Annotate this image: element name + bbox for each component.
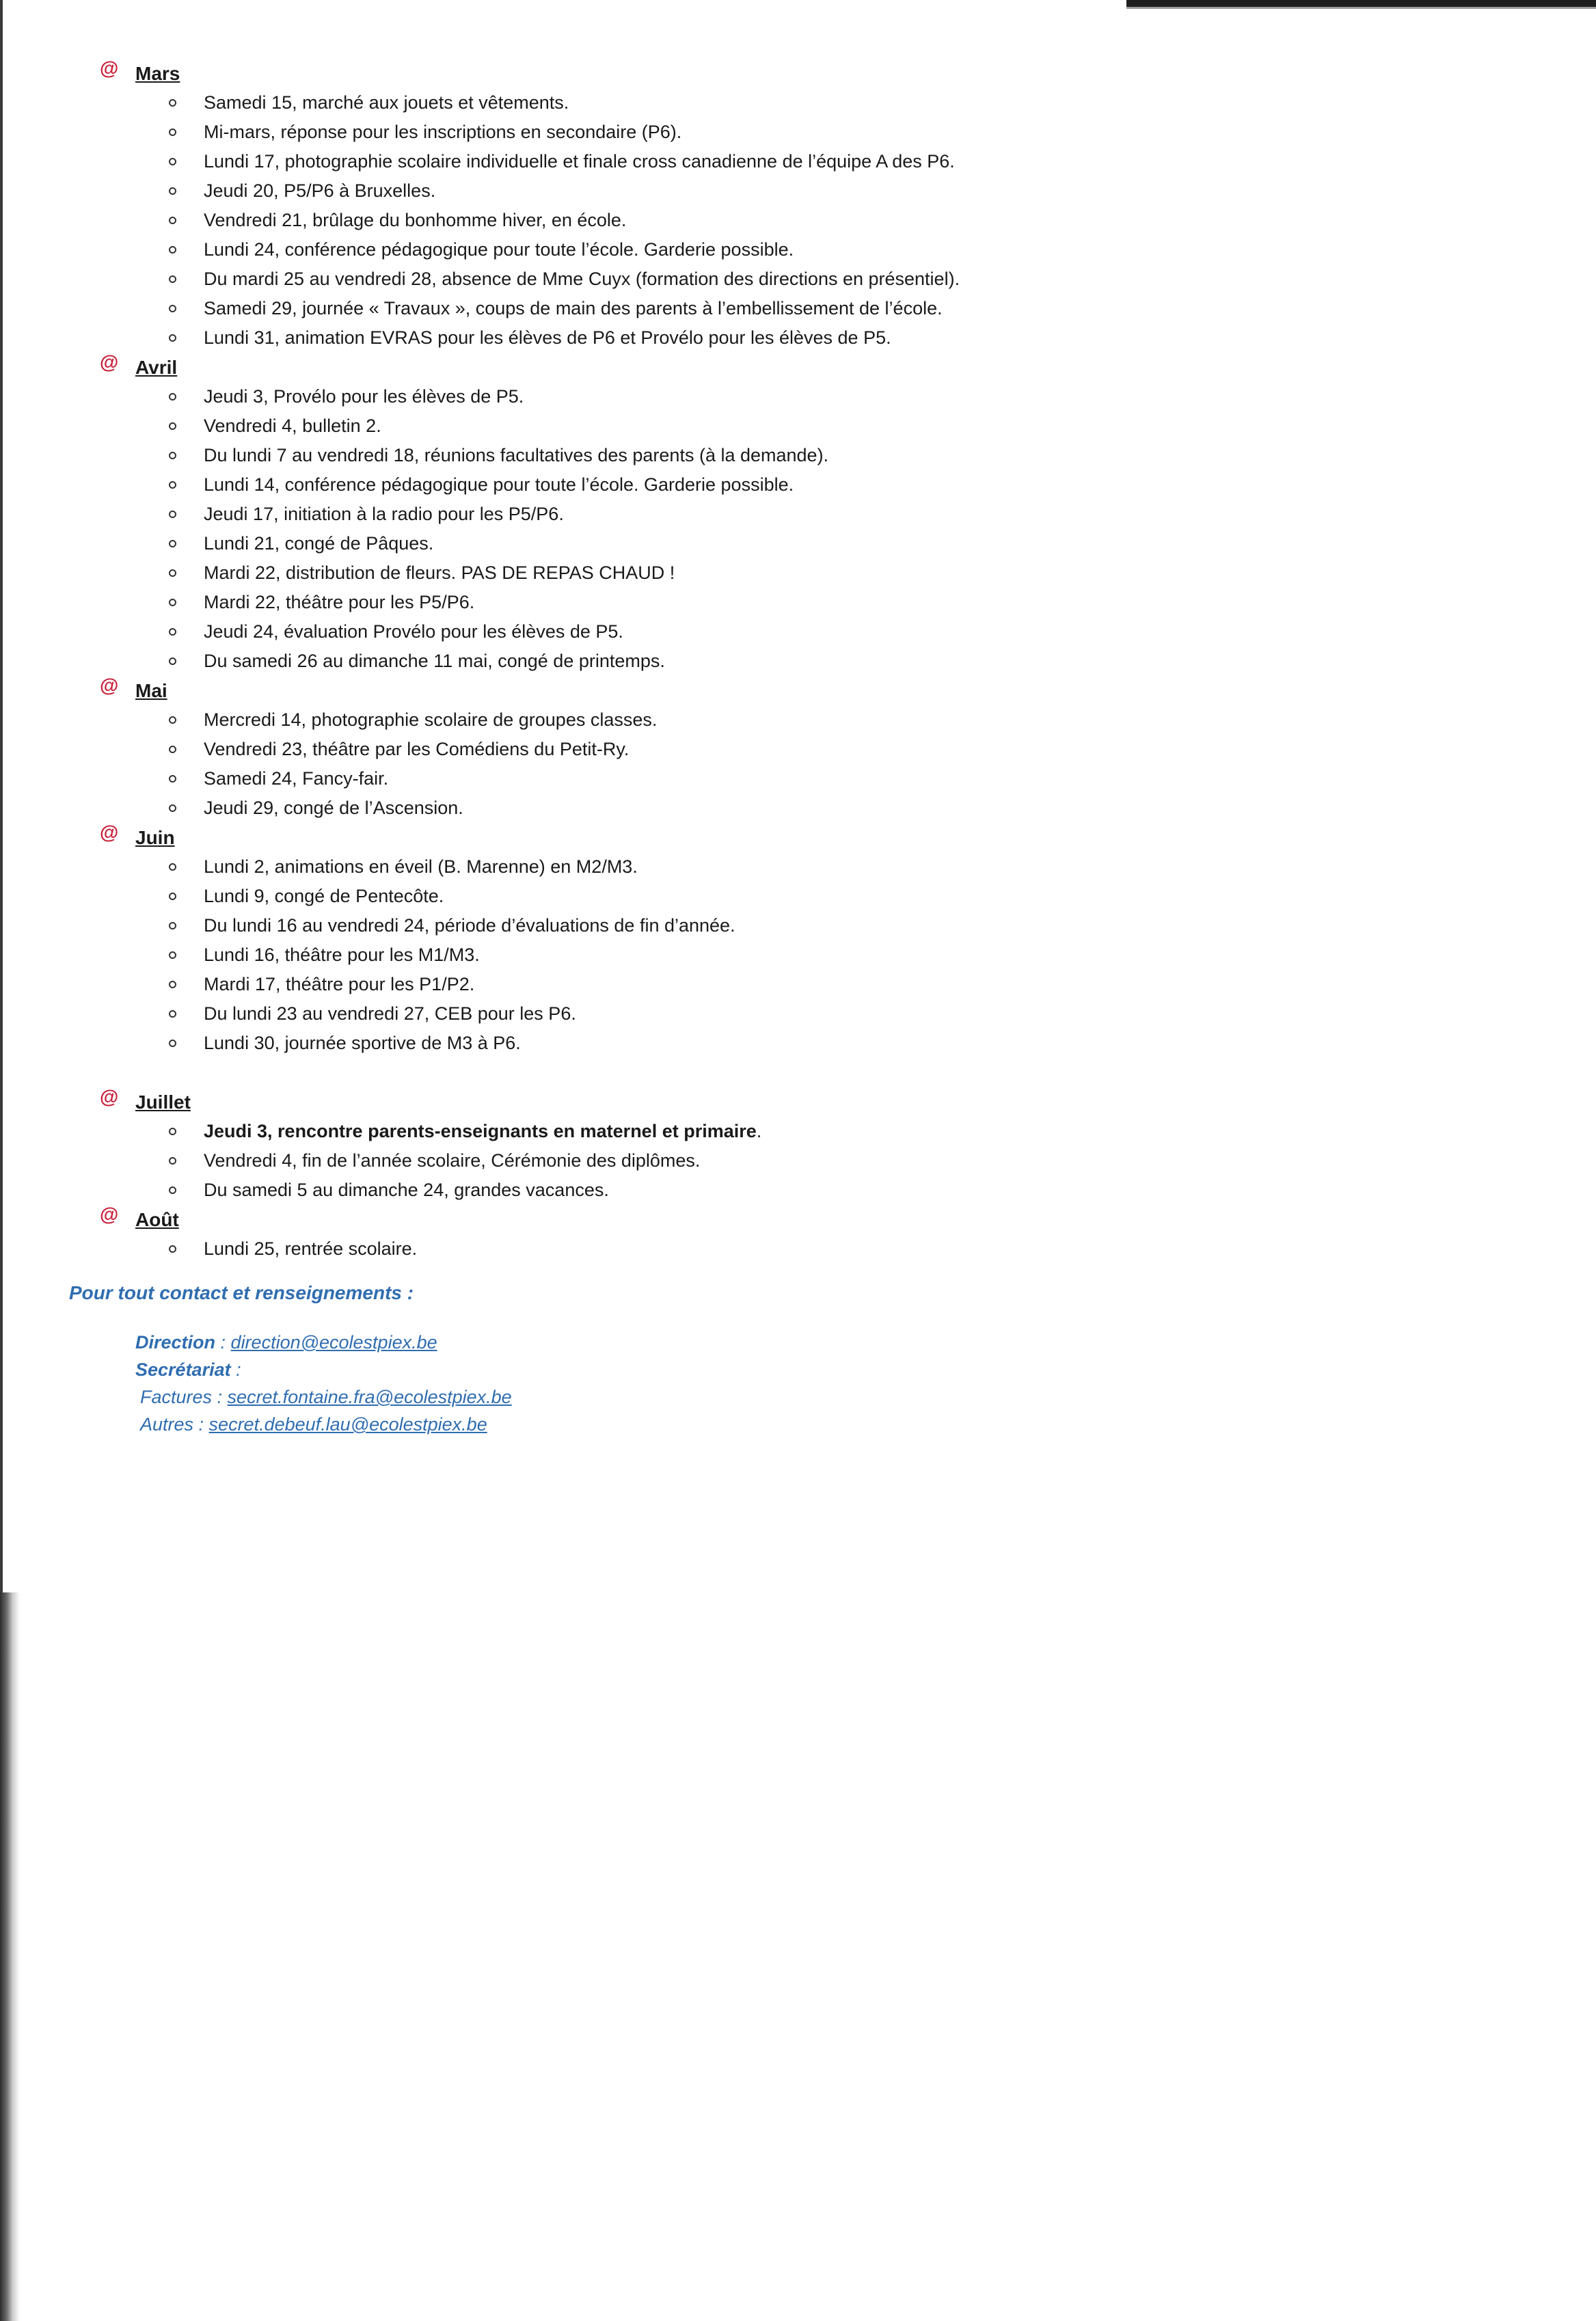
month-section-juillet	[0, 1087, 1162, 1205]
circle-bullet-icon	[169, 511, 176, 518]
list-item	[0, 294, 1162, 323]
direction-line	[135, 1329, 437, 1356]
month-section-avril	[0, 353, 1162, 676]
event-text: Mardi 17, théâtre pour les P1/P2.	[204, 974, 475, 994]
circle-bullet-icon	[169, 305, 176, 312]
secretariat-separator: :	[230, 1359, 241, 1380]
event-text: Vendredi 4, fin de l’année scolaire, Cérémonie des diplômes.	[204, 1150, 701, 1171]
event-text: Lundi 9, congé de Pentecôte.	[204, 886, 444, 906]
month-title: Avril	[135, 357, 178, 378]
event-text: Lundi 16, théâtre pour les M1/M3.	[204, 945, 480, 965]
autres-label: Autres :	[140, 1414, 209, 1435]
list-item	[0, 617, 1162, 647]
month-title: Juin	[135, 827, 175, 848]
section-spacer	[0, 1058, 1162, 1087]
event-text: Du lundi 23 au vendredi 27, CEB pour les P6.	[204, 1003, 576, 1024]
event-text: Vendredi 21, brûlage du bonhomme hiver, en école.	[204, 210, 627, 230]
circle-bullet-icon	[169, 804, 176, 812]
event-text: Samedi 29, journée « Travaux », coups de main des parents à l’embellissement de l’école.	[204, 298, 943, 318]
event-text: Du samedi 5 au dimanche 24, grandes vacances.	[204, 1180, 609, 1200]
list-item	[0, 206, 1162, 235]
month-header	[0, 1087, 1162, 1117]
list-item	[0, 1117, 1162, 1146]
list-item	[0, 441, 1162, 470]
circle-bullet-icon	[169, 1186, 176, 1194]
event-text: Du samedi 26 au dimanche 11 mai, congé de printemps.	[204, 651, 665, 671]
secretariat-line	[135, 1356, 241, 1383]
circle-bullet-icon	[169, 1128, 176, 1135]
month-title: Juillet	[135, 1091, 191, 1113]
factures-label: Factures :	[140, 1387, 228, 1407]
autres-email-link[interactable]: secret.debeuf.lau@ecolestpiex.be	[208, 1414, 487, 1435]
event-text: Lundi 25, rentrée scolaire.	[204, 1238, 418, 1259]
circle-bullet-icon	[169, 716, 176, 724]
direction-label: Direction	[135, 1332, 216, 1353]
month-section-mai	[0, 676, 1162, 823]
spiral-bullet-icon: @	[100, 351, 119, 372]
circle-bullet-icon	[169, 393, 176, 401]
list-item	[0, 470, 1162, 500]
list-item	[0, 882, 1162, 911]
spiral-bullet-icon: @	[100, 1204, 119, 1225]
circle-bullet-icon	[169, 1040, 176, 1047]
list-item	[0, 1029, 1162, 1058]
event-text: Mi-mars, réponse pour les inscriptions en secondaire (P6).	[204, 122, 682, 142]
circle-bullet-icon	[169, 951, 176, 959]
scan-shadow-bar	[0, 1592, 21, 2321]
month-header	[0, 1205, 1162, 1234]
circle-bullet-icon	[169, 540, 176, 547]
list-item	[0, 735, 1162, 764]
month-section-aout	[0, 1205, 1162, 1264]
circle-bullet-icon	[169, 628, 176, 636]
event-text: Mercredi 14, photographie scolaire de groupes classes.	[204, 709, 658, 730]
list-item	[0, 1176, 1162, 1205]
circle-bullet-icon	[169, 775, 176, 783]
list-item	[0, 970, 1162, 999]
circle-bullet-icon	[169, 246, 176, 254]
circle-bullet-icon	[169, 1245, 176, 1253]
circle-bullet-icon	[169, 217, 176, 224]
month-header	[0, 823, 1162, 852]
circle-bullet-icon	[169, 158, 176, 165]
list-item	[0, 1146, 1162, 1176]
circle-bullet-icon	[169, 746, 176, 753]
event-text: Du mardi 25 au vendredi 28, absence de Mme Cuyx (formation des directions en présentiel).	[204, 269, 960, 289]
list-item	[0, 323, 1162, 353]
list-item	[0, 647, 1162, 676]
event-text: Lundi 24, conférence pédagogique pour toute l’école. Garderie possible.	[204, 239, 794, 260]
circle-bullet-icon	[169, 99, 176, 107]
event-text: Samedi 24, Fancy-fair.	[204, 768, 389, 789]
event-text: Du lundi 16 au vendredi 24, période d’évaluations de fin d’année.	[204, 915, 735, 936]
event-text-bold	[204, 1117, 761, 1146]
circle-bullet-icon	[169, 1010, 176, 1018]
circle-bullet-icon	[169, 981, 176, 988]
spiral-bullet-icon: @	[100, 57, 119, 79]
list-item	[0, 852, 1162, 882]
circle-bullet-icon	[169, 422, 176, 430]
event-text-suffix: .	[756, 1121, 762, 1141]
list-item	[0, 235, 1162, 264]
event-text: Du lundi 7 au vendredi 18, réunions facultatives des parents (à la demande).	[204, 445, 829, 465]
circle-bullet-icon	[169, 1157, 176, 1165]
spiral-bullet-icon: @	[100, 675, 119, 696]
circle-bullet-icon	[169, 599, 176, 606]
scan-edge-top	[1126, 0, 1596, 9]
school-calendar	[0, 59, 1162, 1264]
month-header	[0, 59, 1162, 88]
list-item	[0, 118, 1162, 147]
list-item	[0, 382, 1162, 411]
month-section-juin	[0, 823, 1162, 1058]
event-text: Mardi 22, théâtre pour les P5/P6.	[204, 592, 475, 612]
factures-email-link[interactable]: secret.fontaine.fra@ecolestpiex.be	[227, 1387, 512, 1407]
event-text: Lundi 17, photographie scolaire individuelle et finale cross canadienne de l’équipe A des P6.	[204, 151, 955, 172]
circle-bullet-icon	[169, 569, 176, 577]
spiral-bullet-icon: @	[100, 822, 119, 843]
list-item	[0, 147, 1162, 176]
list-item	[0, 88, 1162, 118]
direction-email-link[interactable]: direction@ecolestpiex.be	[230, 1332, 437, 1353]
circle-bullet-icon	[169, 128, 176, 136]
direction-separator: :	[215, 1332, 231, 1353]
event-text: Lundi 21, congé de Pâques.	[204, 533, 434, 554]
event-text: Vendredi 4, bulletin 2.	[204, 416, 381, 436]
circle-bullet-icon	[169, 452, 176, 459]
list-item	[0, 411, 1162, 441]
month-title: Août	[135, 1209, 179, 1230]
month-section-mars	[0, 59, 1162, 353]
month-title: Mars	[135, 63, 180, 84]
month-header	[0, 353, 1162, 382]
circle-bullet-icon	[169, 922, 176, 929]
list-item	[0, 264, 1162, 294]
list-item	[0, 999, 1162, 1029]
list-item	[0, 793, 1162, 823]
autres-line	[140, 1411, 487, 1438]
event-text: Vendredi 23, théâtre par les Comédiens du Petit-Ry.	[204, 739, 630, 759]
list-item	[0, 588, 1162, 617]
list-item	[0, 500, 1162, 529]
circle-bullet-icon	[169, 657, 176, 665]
event-text: Jeudi 17, initiation à la radio pour les P5/P6.	[204, 504, 564, 524]
month-title: Mai	[135, 680, 167, 701]
list-item	[0, 911, 1162, 940]
event-text: Jeudi 3, Provélo pour les élèves de P5.	[204, 386, 524, 407]
event-text-emphasis: Jeudi 3, rencontre parents-enseignants en maternel et primaire	[204, 1121, 757, 1141]
event-text: Jeudi 29, congé de l’Ascension.	[204, 798, 463, 818]
event-text: Lundi 14, conférence pédagogique pour toute l’école. Garderie possible.	[204, 474, 794, 495]
event-text: Lundi 2, animations en éveil (B. Marenne) en M2/M3.	[204, 856, 638, 877]
circle-bullet-icon	[169, 481, 176, 489]
list-item	[0, 558, 1162, 588]
event-text: Samedi 15, marché aux jouets et vêtements.	[204, 92, 569, 113]
list-item	[0, 764, 1162, 793]
factures-line	[140, 1383, 512, 1411]
list-item	[0, 1234, 1162, 1264]
event-text: Jeudi 24, évaluation Provélo pour les élèves de P5.	[204, 621, 623, 642]
event-text: Lundi 31, animation EVRAS pour les élèves de P6 et Provélo pour les élèves de P5.	[204, 327, 891, 348]
circle-bullet-icon	[169, 863, 176, 871]
circle-bullet-icon	[169, 334, 176, 342]
contact-heading: Pour tout contact et renseignements :	[69, 1282, 414, 1303]
secretariat-label: Secrétariat	[135, 1359, 231, 1380]
list-item	[0, 529, 1162, 558]
list-item	[0, 940, 1162, 970]
month-header	[0, 676, 1162, 705]
event-text: Jeudi 20, P5/P6 à Bruxelles.	[204, 180, 436, 201]
circle-bullet-icon	[169, 187, 176, 195]
list-item	[0, 705, 1162, 735]
event-text: Lundi 30, journée sportive de M3 à P6.	[204, 1033, 521, 1053]
spiral-bullet-icon: @	[100, 1086, 119, 1107]
list-item	[0, 176, 1162, 206]
circle-bullet-icon	[169, 893, 176, 900]
event-text: Mardi 22, distribution de fleurs. PAS DE REPAS CHAUD !	[204, 562, 675, 583]
circle-bullet-icon	[169, 275, 176, 283]
